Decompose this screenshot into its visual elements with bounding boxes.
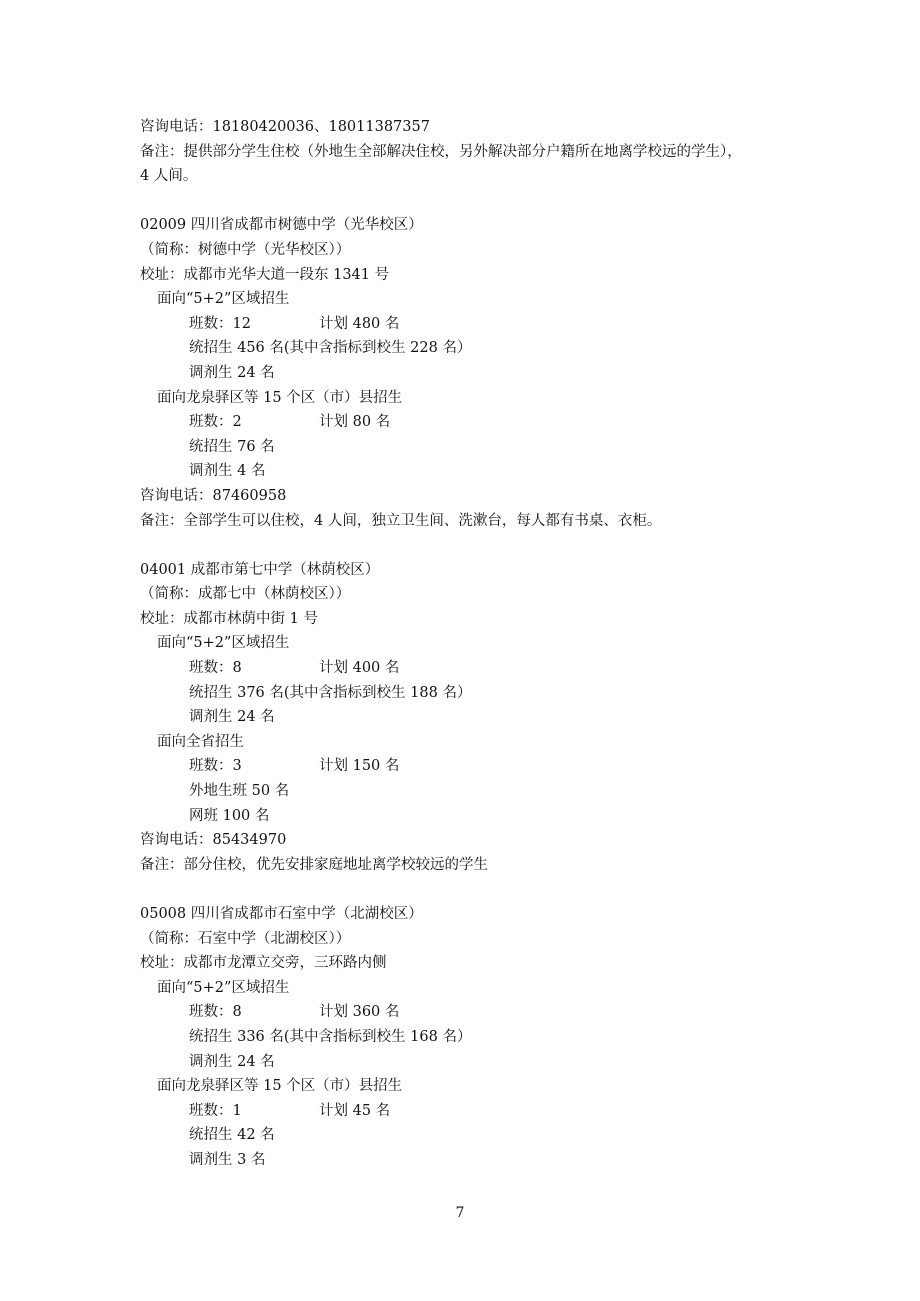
group-heading: 面向龙泉驿区等 15 个区（市）县招生 bbox=[157, 1078, 403, 1095]
school-title: 02009 四川省成都市树德中学（光华校区） bbox=[140, 217, 423, 234]
quota-row: 外地生班 50 名 bbox=[189, 783, 290, 800]
group-classes-plan bbox=[140, 1000, 840, 1025]
quota-row: 统招生 42 名 bbox=[189, 1127, 275, 1144]
school-title: 04001 成都市第七中学（林荫校区） bbox=[140, 561, 380, 578]
school-phone: 咨询电话：85434970 bbox=[140, 832, 287, 849]
class-count: 班数：8 bbox=[189, 660, 242, 677]
quota-row: 统招生 336 名(其中含指标到校生 168 名） bbox=[189, 1028, 472, 1045]
class-count: 班数：3 bbox=[189, 758, 242, 775]
group-classes-plan bbox=[140, 1099, 840, 1124]
group-heading: 面向“5+2”区域招生 bbox=[157, 291, 290, 308]
plan-count: 计划 480 名 bbox=[319, 315, 400, 332]
school-short-name: （简称：石室中学（北湖校区）） bbox=[140, 930, 351, 947]
school-address: 校址：成都市龙潭立交旁，三环路内侧 bbox=[140, 955, 387, 972]
intro-note-line1: 备注：提供部分学生住校（外地生全部解决住校，另外解决部分户籍所在地离学校远的学生）， bbox=[140, 143, 742, 160]
group-heading: 面向全省招生 bbox=[157, 733, 244, 750]
group-classes-plan bbox=[140, 754, 840, 779]
school-entry-shishi bbox=[140, 902, 840, 1173]
plan-count: 计划 150 名 bbox=[319, 758, 400, 775]
quota-row: 调剂生 3 名 bbox=[189, 1151, 266, 1168]
group-heading: 面向龙泉驿区等 15 个区（市）县招生 bbox=[157, 389, 403, 406]
school-note: 备注：全部学生可以住校，4 人间，独立卫生间、洗漱台，每人都有书桌、衣柜。 bbox=[140, 512, 662, 529]
school-short-name: （简称：成都七中（林荫校区）） bbox=[140, 586, 351, 603]
group-classes-plan bbox=[140, 410, 840, 435]
quota-row: 调剂生 24 名 bbox=[189, 709, 275, 726]
school-address: 校址：成都市光华大道一段东 1341 号 bbox=[140, 266, 390, 283]
group-heading: 面向“5+2”区域招生 bbox=[157, 635, 290, 652]
group-heading: 面向“5+2”区域招生 bbox=[157, 979, 290, 996]
class-count: 班数：8 bbox=[189, 1004, 242, 1021]
school-note: 备注：部分住校，优先安排家庭地址离学校较远的学生 bbox=[140, 856, 488, 873]
school-title: 05008 四川省成都市石室中学（北湖校区） bbox=[140, 906, 423, 922]
school-entry-shude bbox=[140, 213, 840, 533]
quota-row: 调剂生 24 名 bbox=[189, 1053, 275, 1070]
class-count: 班数：2 bbox=[189, 414, 242, 431]
quota-row: 网班 100 名 bbox=[189, 807, 270, 824]
quota-row: 调剂生 24 名 bbox=[189, 364, 275, 381]
school-phone: 咨询电话：87460958 bbox=[140, 487, 287, 504]
class-count: 班数：12 bbox=[189, 315, 251, 332]
plan-count: 计划 45 名 bbox=[319, 1102, 391, 1119]
class-count: 班数：1 bbox=[189, 1102, 242, 1119]
intro-phone: 咨询电话：18180420036、18011387357 bbox=[140, 119, 430, 135]
school-short-name: （简称：树德中学（光华校区）） bbox=[140, 241, 351, 258]
quota-row: 统招生 76 名 bbox=[189, 438, 275, 455]
quota-row: 统招生 456 名(其中含指标到校生 228 名） bbox=[189, 340, 472, 357]
group-classes-plan bbox=[140, 656, 840, 681]
school-entry-chengdu-no7 bbox=[140, 558, 840, 878]
plan-count: 计划 360 名 bbox=[319, 1004, 400, 1021]
group-classes-plan bbox=[140, 312, 840, 337]
quota-row: 统招生 376 名(其中含指标到校生 188 名） bbox=[189, 684, 472, 701]
school-address: 校址：成都市林荫中街 1 号 bbox=[140, 610, 318, 627]
page-number: 7 bbox=[455, 1205, 465, 1221]
page-content bbox=[140, 115, 840, 1173]
plan-count: 计划 80 名 bbox=[319, 414, 391, 431]
plan-count: 计划 400 名 bbox=[319, 660, 400, 677]
intro-note-line2: 4 人间。 bbox=[140, 168, 198, 185]
quota-row: 调剂生 4 名 bbox=[189, 463, 266, 480]
